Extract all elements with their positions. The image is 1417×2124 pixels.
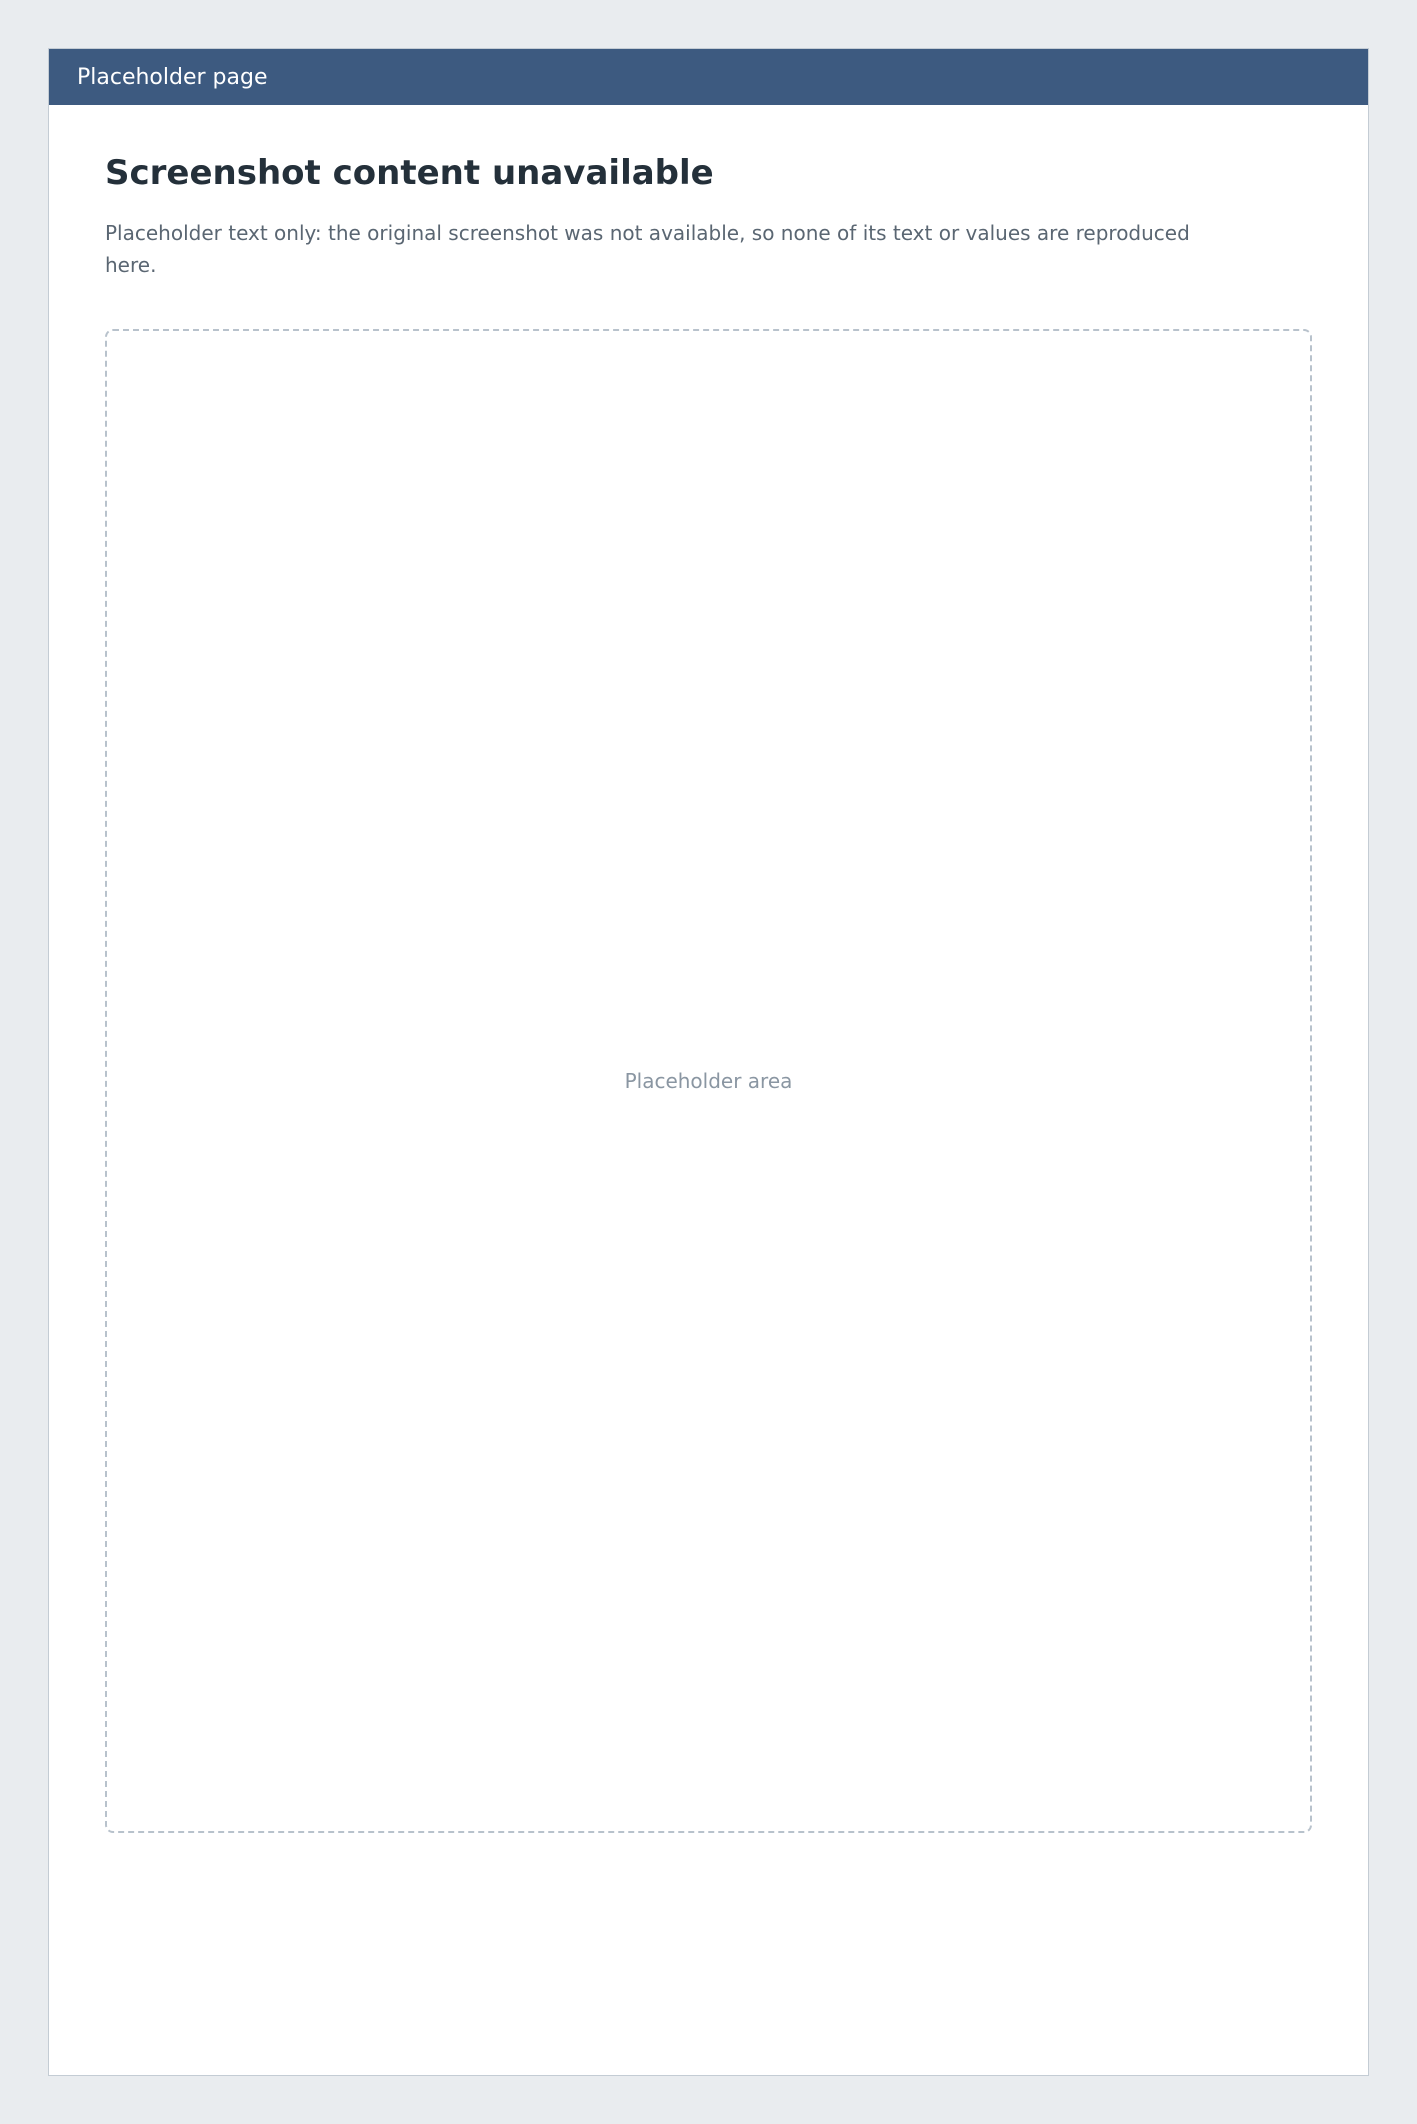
page-frame <box>48 48 1369 2076</box>
placeholder-block-label: Placeholder area <box>624 1069 793 1093</box>
title-bar <box>49 49 1368 105</box>
page-heading: Screenshot content unavailable <box>105 153 714 193</box>
page-body <box>49 105 1368 1881</box>
placeholder-block <box>105 329 1312 1833</box>
placeholder-note: Placeholder text only: the original screenshot was not available, so none of its text or values are reproduced here. <box>105 221 1190 277</box>
window-title: Placeholder page <box>77 64 268 90</box>
